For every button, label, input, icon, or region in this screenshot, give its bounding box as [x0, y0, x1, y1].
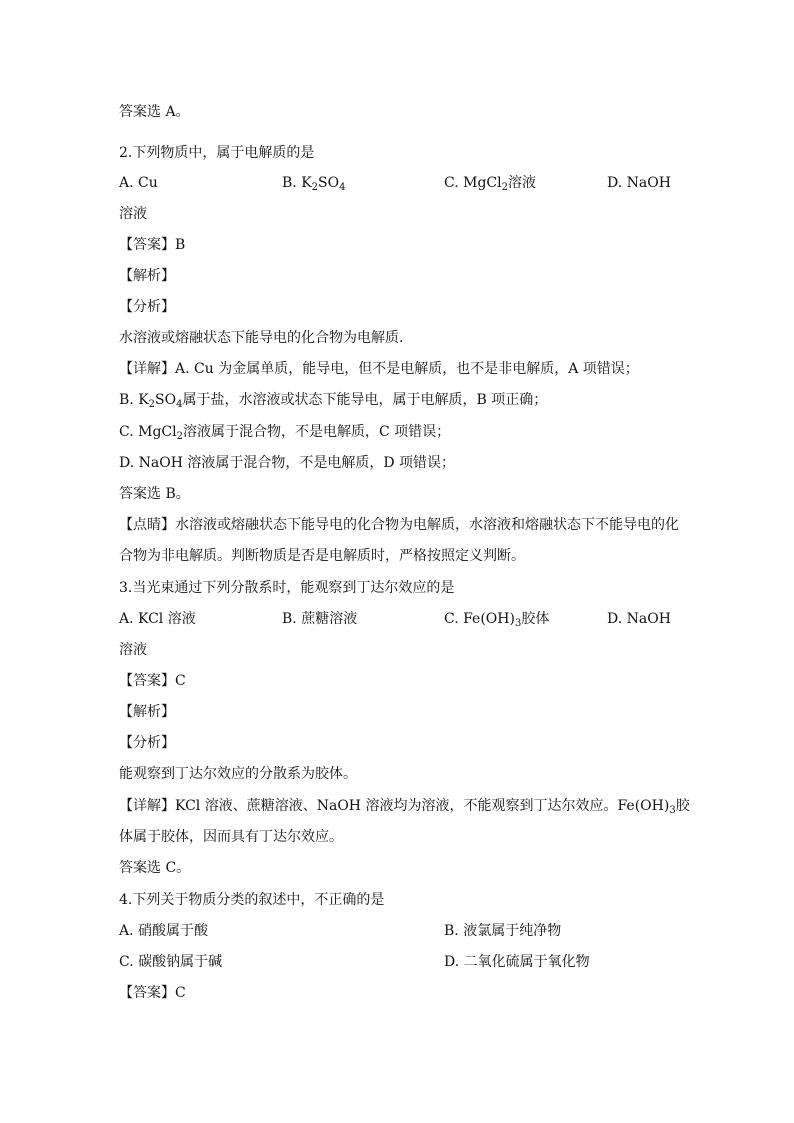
- q3-option-c: C. $Fe(OH)_3$胶体: [444, 611, 550, 629]
- q2-fenxi-text: 水溶液或熔融状态下能导电的化合物为电解质.: [119, 330, 404, 346]
- q3-conclusion: 答案选 C。: [119, 860, 191, 876]
- q2-detail-c: C. MgCl$_2$溶液属于混合物，不是电解质，C 项错误；: [119, 424, 451, 442]
- q3-option-d: D. NaOH: [607, 611, 671, 627]
- q2-detail-b: B. $K_2SO_4$属于盐，水溶液或状态下能导电，属于电解质，B 项正确；: [119, 392, 548, 410]
- q2-option-a: A. Cu: [119, 175, 158, 191]
- q4-option-b: B. 液氯属于纯净物: [444, 923, 562, 939]
- q4-option-c: C. 碳酸钠属于碱: [119, 954, 223, 970]
- q2-detail-a: 【详解】A. Cu 为金属单质，能导电，但不是电解质，也不是非电解质，A 项错误；: [119, 361, 639, 377]
- q2-option-c: C. MgCl$_2$溶液: [444, 175, 536, 193]
- q2-answer: 【答案】B: [119, 237, 186, 253]
- q2-analysis-label: 【解析】: [119, 268, 175, 284]
- q2-option-b: B. $K_2SO_4$: [282, 175, 346, 193]
- q3-stem: 3.当光束通过下列分散系时，能观察到丁达尔效应的是: [119, 580, 455, 596]
- q2-dianjing-line2: 合物为非电解质。判断物质是否是电解质时，严格按照定义判断。: [119, 548, 525, 564]
- q4-stem: 4.下列关于物质分类的叙述中，不正确的是: [119, 892, 385, 908]
- q3-detail-line1: 【详解】KCl 溶液、蔗糖溶液、NaOH 溶液均为溶液，不能观察到丁达尔效应。$Fe(OH)_3$胶: [119, 798, 690, 816]
- q3-option-a: A. KCl 溶液: [119, 611, 196, 627]
- q3-option-b: B. 蔗糖溶液: [282, 611, 358, 627]
- q4-option-a: A. 硝酸属于酸: [119, 923, 209, 939]
- q4-option-d: D. 二氧化硫属于氧化物: [444, 954, 590, 970]
- q2-detail-d: D. NaOH 溶液属于混合物，不是电解质，D 项错误；: [119, 455, 456, 471]
- q2-stem: 2.下列物质中，属于电解质的是: [119, 145, 315, 161]
- q2-option-d: D. NaOH: [607, 175, 671, 191]
- q2-fenxi-label: 【分析】: [119, 299, 175, 315]
- q3-fenxi-label: 【分析】: [119, 735, 175, 751]
- q3-analysis-label: 【解析】: [119, 704, 175, 720]
- prev-answer-line: 答案选 A。: [119, 104, 190, 120]
- q3-detail-line2: 体属于胶体，因而具有丁达尔效应。: [119, 829, 343, 845]
- q2-option-d-wrap: 溶液: [119, 206, 147, 222]
- q4-answer: 【答案】C: [119, 985, 186, 1001]
- q2-conclusion: 答案选 B。: [119, 486, 190, 502]
- q2-dianjing-line1: 【点睛】水溶液或熔融状态下能导电的化合物为电解质，水溶液和熔融状态下不能导电的化: [119, 517, 679, 533]
- q3-answer: 【答案】C: [119, 673, 186, 689]
- q3-fenxi-text: 能观察到丁达尔效应的分散系为胶体。: [119, 766, 357, 782]
- q3-option-d-wrap: 溶液: [119, 642, 147, 658]
